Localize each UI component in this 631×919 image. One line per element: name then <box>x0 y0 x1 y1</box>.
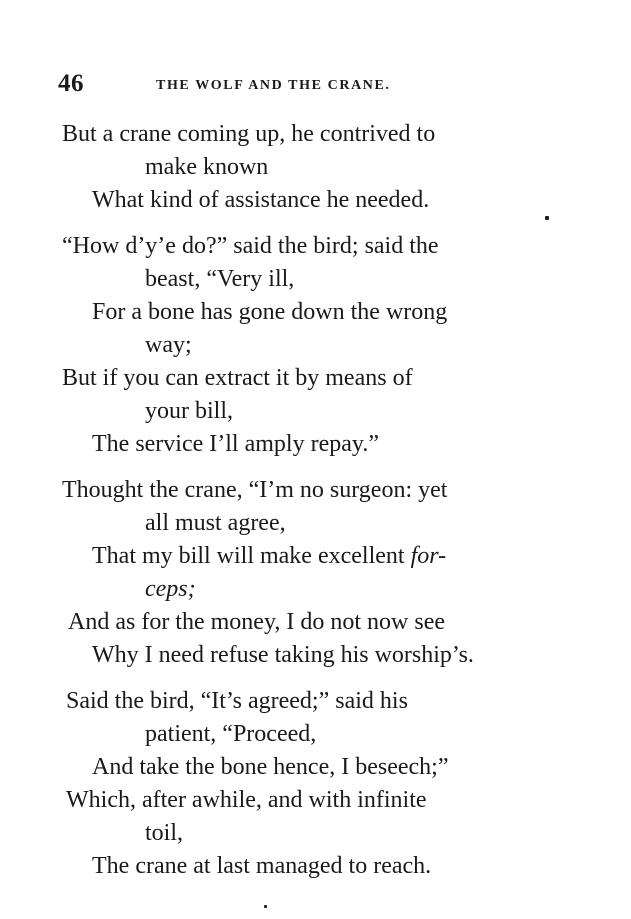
ink-speck <box>264 905 267 908</box>
poem-line: “How d’y’e do?” said the bird; said the <box>62 233 439 259</box>
poem-line-continuation <box>0 573 631 606</box>
page-header <box>58 70 598 104</box>
stanza-1 <box>0 118 631 217</box>
poem-line: And as for the money, I do not now see <box>68 609 446 635</box>
ink-speck <box>545 216 549 220</box>
poem-line: What kind of assistance he needed. <box>92 187 430 213</box>
forceps-line-text: That my bill will make excellent <box>92 543 411 569</box>
running-head: THE WOLF AND THE CRANE. <box>156 78 391 93</box>
poem-line-continuation: your bill, <box>145 398 233 424</box>
poem-line-continuation: all must agree, <box>145 510 286 536</box>
poem-line: But if you can extract it by means of <box>62 365 413 391</box>
stanza-4 <box>0 685 631 883</box>
poem-line-continuation: way; <box>145 332 192 358</box>
stanza-2 <box>0 230 631 461</box>
poem-line: And take the bone hence, I beseech;” <box>92 754 449 780</box>
poem-line-forceps <box>0 540 631 573</box>
poem-body <box>0 118 631 896</box>
poem-line-continuation: beast, “Very ill, <box>145 266 295 292</box>
forceps-italic-part2: ceps; <box>145 576 196 602</box>
poem-line-continuation: toil, <box>145 820 184 846</box>
poem-line: For a bone has gone down the wrong <box>92 299 448 325</box>
poem-line: The service I’ll amply repay.” <box>92 431 379 457</box>
poem-line-continuation: patient, “Proceed, <box>145 721 317 747</box>
poem-line: Thought the crane, “I’m no surgeon: yet <box>62 477 448 503</box>
poem-line: The crane at last managed to reach. <box>92 853 432 879</box>
poem-line: Why I need refuse taking his worship’s. <box>92 642 474 668</box>
poem-line-continuation: make known <box>145 154 269 180</box>
poem-line: Which, after awhile, and with infinite <box>66 787 427 813</box>
page-number: 46 <box>58 70 84 97</box>
forceps-italic-part1: for- <box>410 543 447 569</box>
poem-line: Said the bird, “It’s agreed;” said his <box>66 688 408 714</box>
stanza-3 <box>0 474 631 672</box>
poem-line: But a crane coming up, he contrived to <box>62 121 436 147</box>
